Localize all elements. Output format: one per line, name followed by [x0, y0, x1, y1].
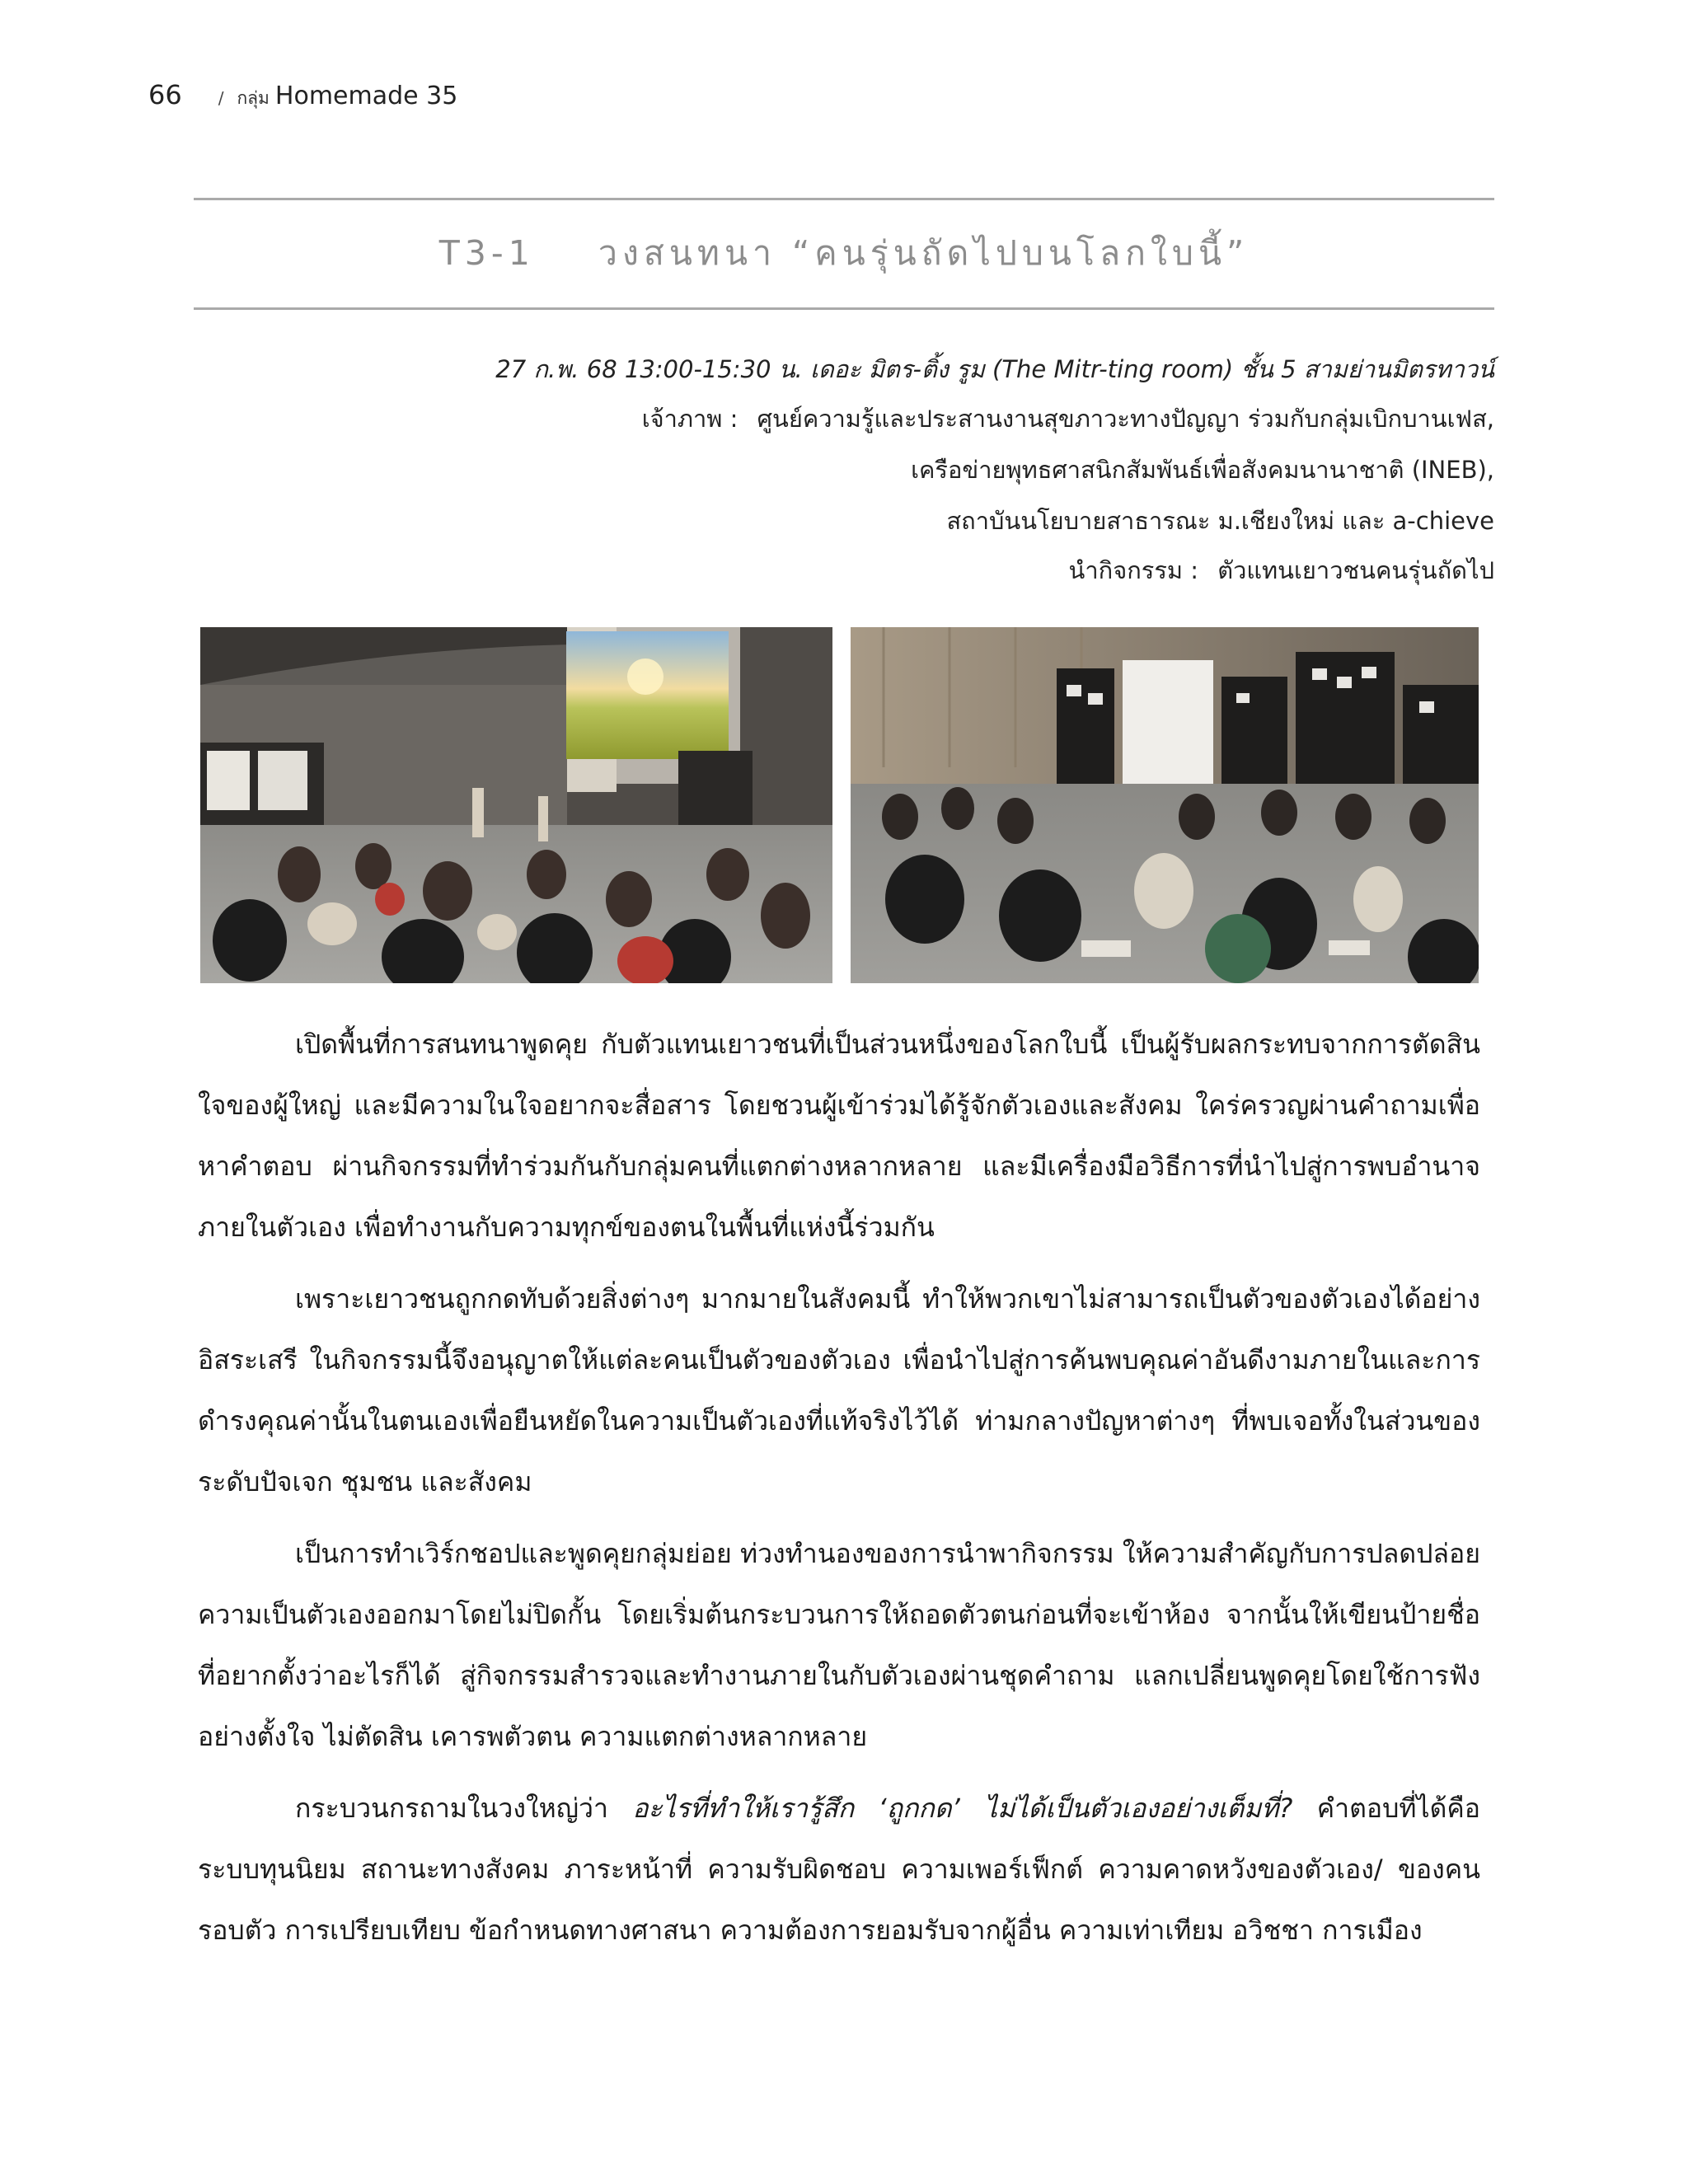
facilitator-text: ตัวแทนเยาวชนคนรุ่นถัดไป: [1217, 556, 1494, 584]
event-photo-left-graphic: [200, 627, 832, 983]
header-group-name: Homemade 35: [274, 82, 458, 110]
header-separator: /: [218, 88, 224, 108]
header-group-prefix: กลุ่ม: [237, 88, 270, 108]
title-rule-top: [194, 198, 1494, 200]
host-label: เจ้าภาพ :: [641, 405, 738, 433]
title-rule-bottom: [194, 307, 1494, 310]
event-photo-left: [200, 627, 832, 983]
facilitator-label: นำกิจกรรม :: [1068, 556, 1199, 584]
facilitator-line: [1069, 551, 1494, 589]
paragraph-4: [198, 1778, 1480, 1961]
host-line-3: สถาบันนโยบายสาธารณะ ม.เชียงใหม่ และ a-chieve: [946, 507, 1494, 535]
host-line-2: เครือข่ายพุทธศาสนิกสัมพันธ์เพื่อสังคมนานาชาติ (INEB),: [911, 456, 1494, 484]
paragraph-1: เปิดพื้นที่การสนทนาพูดคุย กับตัวแทนเยาวชนที่เป็นส่วนหนึ่งของโลกใบนี้ เป็นผู้รับผลกระทบจากการตัดสินใจของผู้ใหญ่ และมีความในใจอยากจะสื่อสาร โดยชวนผู้เข้าร่วมได้รู้จักตัวเองและสังคม ใคร่ครวญผ่านคำถามเพื่อหาคำตอบ ผ่านกิจกรรมที่ทำร่วมกันกับกลุ่มคนที่แตกต่างหลากหลาย และมีเครื่องมือวิธีการที่นำไปสู่การพบอำนาจภายในตัวเอง เพื่อทำงานกับความทุกข์ของตนในพื้นที่แห่งนี้ร่วมกัน: [198, 1029, 1480, 1243]
event-photo-right: [851, 627, 1479, 983]
body-text: [198, 1014, 1480, 1971]
session-title-text: วงสนทนา “คนรุ่นถัดไปบนโลกใบนี้”: [598, 233, 1250, 273]
host-text-1: ศูนย์ความรู้และประสานงานสุขภาวะทางปัญญา ร่วมกับกลุ่มเบิกบานเฟส,: [757, 405, 1494, 433]
paragraph-4-answers: คำตอบที่ได้คือ ระบบทุนนิยม สถานะทางสังคม ภาระหน้าที่ ความรับผิดชอบ ความเพอร์เฟ็กต์ ความคาดหวังของตัวเอง/ ของคนรอบตัว การเปรียบเทียบ ข้อกำหนดทางศาสนา ความต้องการยอมรับจากผู้อื่น ความเท่าเทียม อวิชชา การเมือง: [198, 1793, 1480, 1946]
running-header: [148, 79, 457, 112]
paragraph-3: เป็นการทำเวิร์กชอปและพูดคุยกลุ่มย่อย ท่วงทำนองของการนำพากิจกรรม ให้ความสำคัญกับการปลดปล่อยความเป็นตัวเองออกมาโดยไม่ปิดกั้น โดยเริ่มต้นกระบวนการให้ถอดตัวตนก่อนที่จะเข้าห้อง จากนั้นให้เขียนป้ายชื่อที่อยากตั้งว่าอะไรก็ได้ สู่กิจกรรมสำรวจและทำงานภายในกับตัวเองผ่านชุดคำถาม แลกเปลี่ยนพูดคุยโดยใช้การฟังอย่างตั้งใจ ไม่ตัดสิน เคารพตัวตน ความแตกต่างหลากหลาย: [198, 1538, 1480, 1752]
session-title: [194, 227, 1494, 280]
paragraph-2: เพราะเยาวชนถูกกดทับด้วยสิ่งต่างๆ มากมายในสังคมนี้ ทำให้พวกเขาไม่สามารถเป็นตัวของตัวเองได้อย่างอิสระเสรี ในกิจกรรมนี้จึงอนุญาตให้แต่ละคนเป็นตัวของตัวเอง เพื่อนำไปสู่การค้นพบคุณค่าอันดีงามภายในและการดำรงคุณค่านั้นในตนเองเพื่อยืนหยัดในความเป็นตัวเองที่แท้จริงไว้ได้ ท่ามกลางปัญหาต่างๆ ที่พบเจอทั้งในส่วนของระดับปัจเจก ชุมชน และสังคม: [198, 1283, 1480, 1497]
session-date-location: 27 ก.พ. 68 13:00-15:30 น. เดอะ มิตร-ติ้ง รูม (The Mitr-ting room) ชั้น 5 สามย่านมิตรทาวน์: [495, 355, 1494, 383]
paragraph-4-question: อะไรที่ทำให้เรารู้สึก ‘ถูกกด’ ไม่ได้เป็นตัวเองอย่างเต็มที่?: [632, 1793, 1293, 1824]
session-code: T3-1: [438, 233, 535, 273]
paragraph-4-intro: กระบวนกรถามในวงใหญ่ว่า: [295, 1793, 633, 1824]
event-photo-right-graphic: [851, 627, 1479, 983]
page-number: 66: [148, 79, 182, 110]
host-line-1: [642, 400, 1494, 438]
